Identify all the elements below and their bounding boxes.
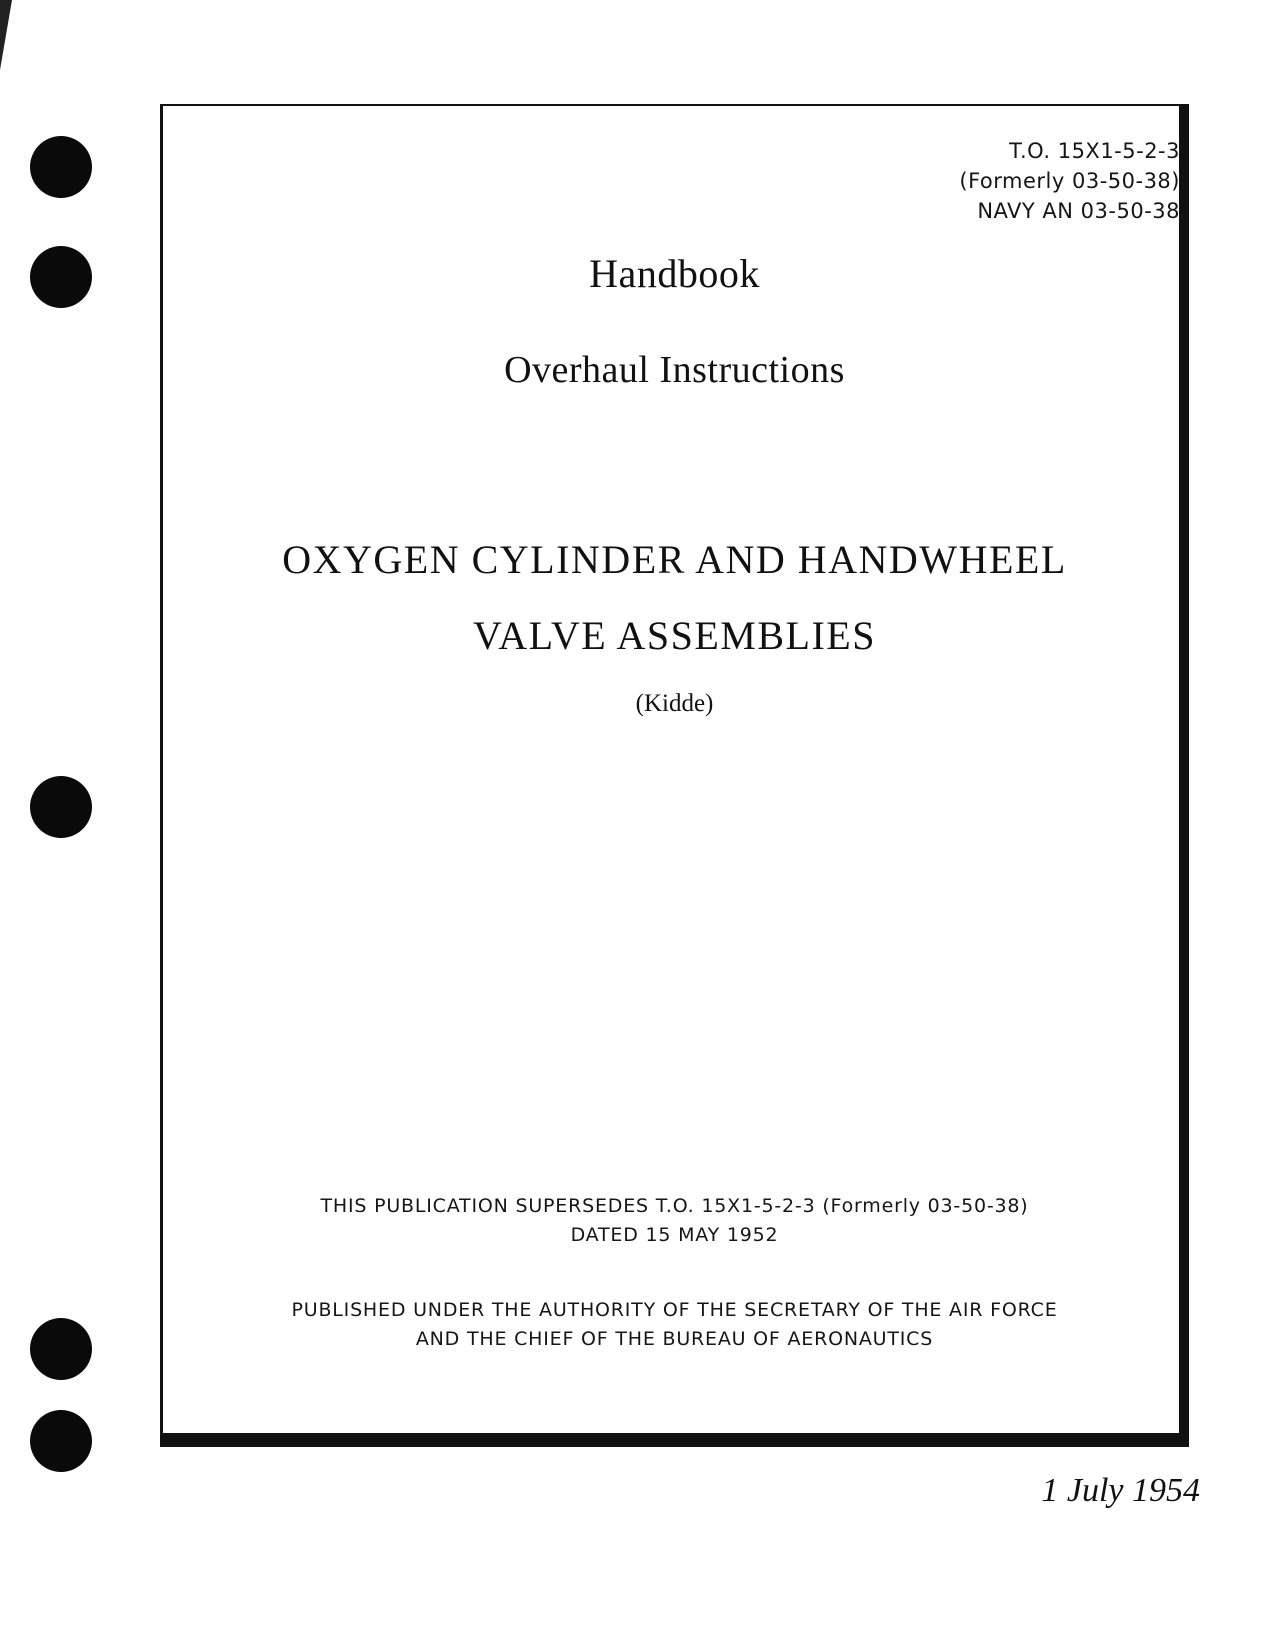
binder-hole	[30, 1318, 92, 1380]
subtitle: Overhaul Instructions	[504, 349, 845, 391]
publication-date: 1 July 1954	[1041, 1472, 1200, 1509]
binder-hole	[30, 1410, 92, 1472]
authority-line-2: AND THE CHIEF OF THE BUREAU OF AERONAUTICS	[415, 1328, 934, 1350]
binder-hole	[30, 246, 92, 308]
handbook-heading: Handbook	[589, 251, 760, 296]
formerly-number: (Formerly 03-50-38)	[959, 169, 1180, 193]
title-line-2: VALVE ASSEMBLIES	[473, 613, 876, 658]
supersedes-notice	[160, 1192, 1189, 1250]
to-number: T.O. 15X1-5-2-3	[1009, 139, 1180, 163]
title-line-1: OXYGEN CYLINDER AND HANDWHEEL	[282, 537, 1067, 582]
navy-number: NAVY AN 03-50-38	[977, 199, 1180, 223]
binder-hole	[30, 776, 92, 838]
authority-notice	[160, 1296, 1189, 1354]
corner-mark	[0, 0, 12, 70]
supersedes-line-1: THIS PUBLICATION SUPERSEDES T.O. 15X1-5-2-3 (Formerly 03-50-38)	[320, 1195, 1029, 1217]
supersedes-line-2: DATED 15 MAY 1952	[570, 1224, 779, 1246]
manufacturer: (Kidde)	[635, 690, 714, 717]
authority-line-1: PUBLISHED UNDER THE AUTHORITY OF THE SECRETARY OF THE AIR FORCE	[291, 1299, 1058, 1321]
binder-hole	[30, 136, 92, 198]
publication-number-block	[959, 136, 1180, 226]
